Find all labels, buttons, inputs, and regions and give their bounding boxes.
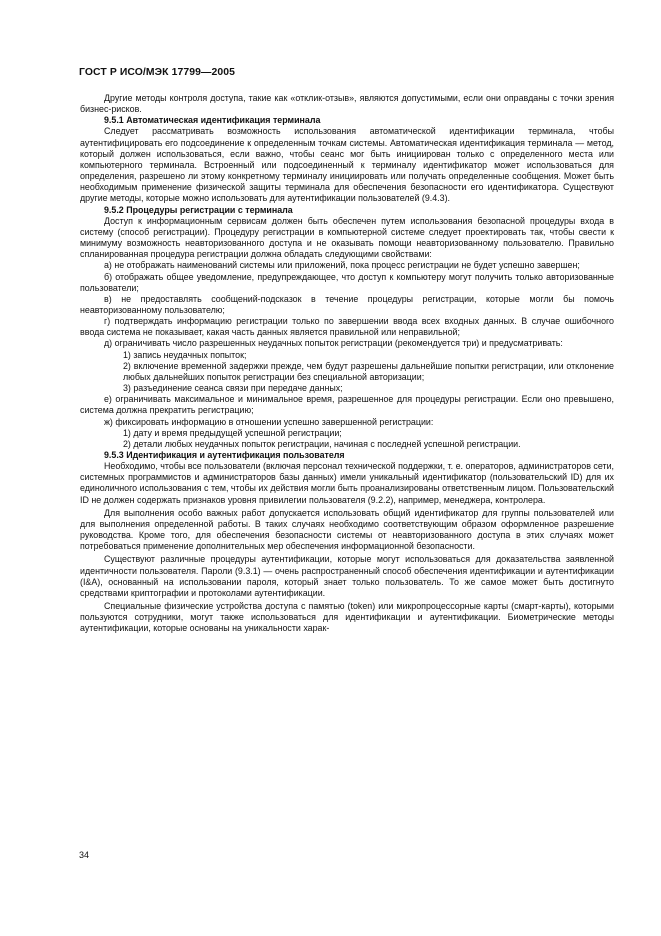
list-item: ж) фиксировать информацию в отношении успешно завершенной регистрации:	[104, 416, 434, 427]
list-item: г) подтверждать информацию регистрации только по завершении ввода всех входных данных. В случае ошибочного ввода система не показывает, какая часть данных является правильной или неправильной;	[80, 316, 614, 338]
section-heading-9-5-1: 9.5.1 Автоматическая идентификация терминала	[104, 115, 321, 126]
paragraph: Необходимо, чтобы все пользователи (включая персонал технической поддержки, т. е. операторов, администраторов сети, системных программистов и администраторов базы данных) имели уникальный идентификатор (пользовательский ID) для их единоличного использования с тем, чтобы их действия могли быть проанализированы ответственным лицом. Пользовательский ID не должен содержать признаков уровня привилегии пользователя (9.2.2), например, менеджера, контролера.	[80, 461, 614, 505]
paragraph: Следует рассматривать возможность использования автоматической идентификации терминала, чтобы аутентифицировать его подсоединение к определенным точкам системы. Автоматическая идентификация терминала — метод, который должен использоваться, если важно, чтобы сеанс мог быть инициирован только с определенного места или компьютерного терминала. Встроенный или подсоединенный к терминалу идентификатор может использоваться для определения, разрешено ли этому конкретному терминалу инициировать или получать определенные сообщения. Может быть необходимым применение физической защиты терминала для обеспечения безопасности его идентификатора. Существуют другие методы, которые можно использовать для аутентификации пользователей (9.4.3).	[80, 126, 614, 204]
sub-list-item: 1) дату и время предыдущей успешной регистрации;	[123, 427, 342, 438]
list-item: а) не отображать наименований системы или приложений, пока процесс регистрации не будет успешно завершен;	[104, 260, 580, 271]
list-item: б) отображать общее уведомление, предупреждающее, что доступ к компьютеру могут получить только авторизованные пользователи;	[80, 271, 614, 293]
page-header: ГОСТ Р ИСО/МЭК 17799—2005	[79, 67, 235, 78]
sub-list-item: 3) разъединение сеанса связи при передаче данных;	[123, 383, 343, 394]
paragraph: Существуют различные процедуры аутентификации, которые могут использоваться для доказательства заявленной идентичности пользователя. Пароли (9.3.1) — очень распространенный способ обеспечения идентификации и аутентификации (I&A), основанный на использовании пароля, который знает только пользователь. То же самое может быть достигнуто средствами криптографии и протоколами аутентификации.	[80, 554, 614, 598]
sub-list-item: 2) включение временной задержки прежде, чем будут разрешены дальнейшие попытки регистрации, или отклонение любых дальнейших попыток регистрации без специальной авторизации;	[123, 360, 614, 382]
paragraph: Специальные физические устройства доступа с памятью (token) или микропроцессорные карты (смарт-карты), которыми пользуются сотрудники, могут также использоваться для идентификации и аутентификации. Биометрические методы аутентификации, которые основаны на уникальности харак-	[80, 601, 614, 634]
document-body	[80, 93, 614, 635]
sub-list-item: 1) запись неудачных попыток;	[123, 349, 247, 360]
page-number: 34	[79, 850, 90, 860]
section-heading-9-5-3: 9.5.3 Идентификация и аутентификация пользователя	[104, 450, 345, 460]
sub-list-item: 2) детали любых неудачных попыток регистрации, начиная с последней успешной регистрации.	[123, 438, 521, 449]
section-heading-9-5-2: 9.5.2 Процедуры регистрации с терминала	[104, 204, 293, 215]
list-item: в) не предоставлять сообщений-подсказок в течение процедуры регистрации, которые могли бы помочь неавторизованному пользователю;	[80, 293, 614, 315]
paragraph: Доступ к информационным сервисам должен быть обеспечен путем использования безопасной процедуры входа в систему (способ регистрации). Процедуру регистрации в компьютерной системе следует проектировать так, чтобы свести к минимуму возможность неавторизованного доступа и не оказывать помощи неавторизованному пользователю. Правильно спланированная процедура регистрации должна обладать следующими свойствами:	[80, 215, 614, 260]
list-item: е) ограничивать максимальное и минимальное время, разрешенное для процедуры регистрации. Если оно превышено, система должна прекратить регистрацию;	[80, 394, 614, 416]
list-item: д) ограничивать число разрешенных неудачных попыток регистрации (рекомендуется три) и предусматривать:	[104, 338, 563, 349]
paragraph: Для выполнения особо важных работ допускается использовать общий идентификатор для группы пользователей или для выполнения определенной работы. В таких случаях необходимо соответствующим образом оформленное разрешение руководства. Кроме того, для обеспечения безопасности системы от неавторизованного доступа в этих случаях может потребоваться применение дополнительных мер обеспечения информационной безопасности.	[80, 507, 614, 552]
paragraph: Другие методы контроля доступа, такие как «отклик-отзыв», являются допустимыми, если они оправданы с точки зрения бизнес-рисков.	[80, 93, 614, 115]
